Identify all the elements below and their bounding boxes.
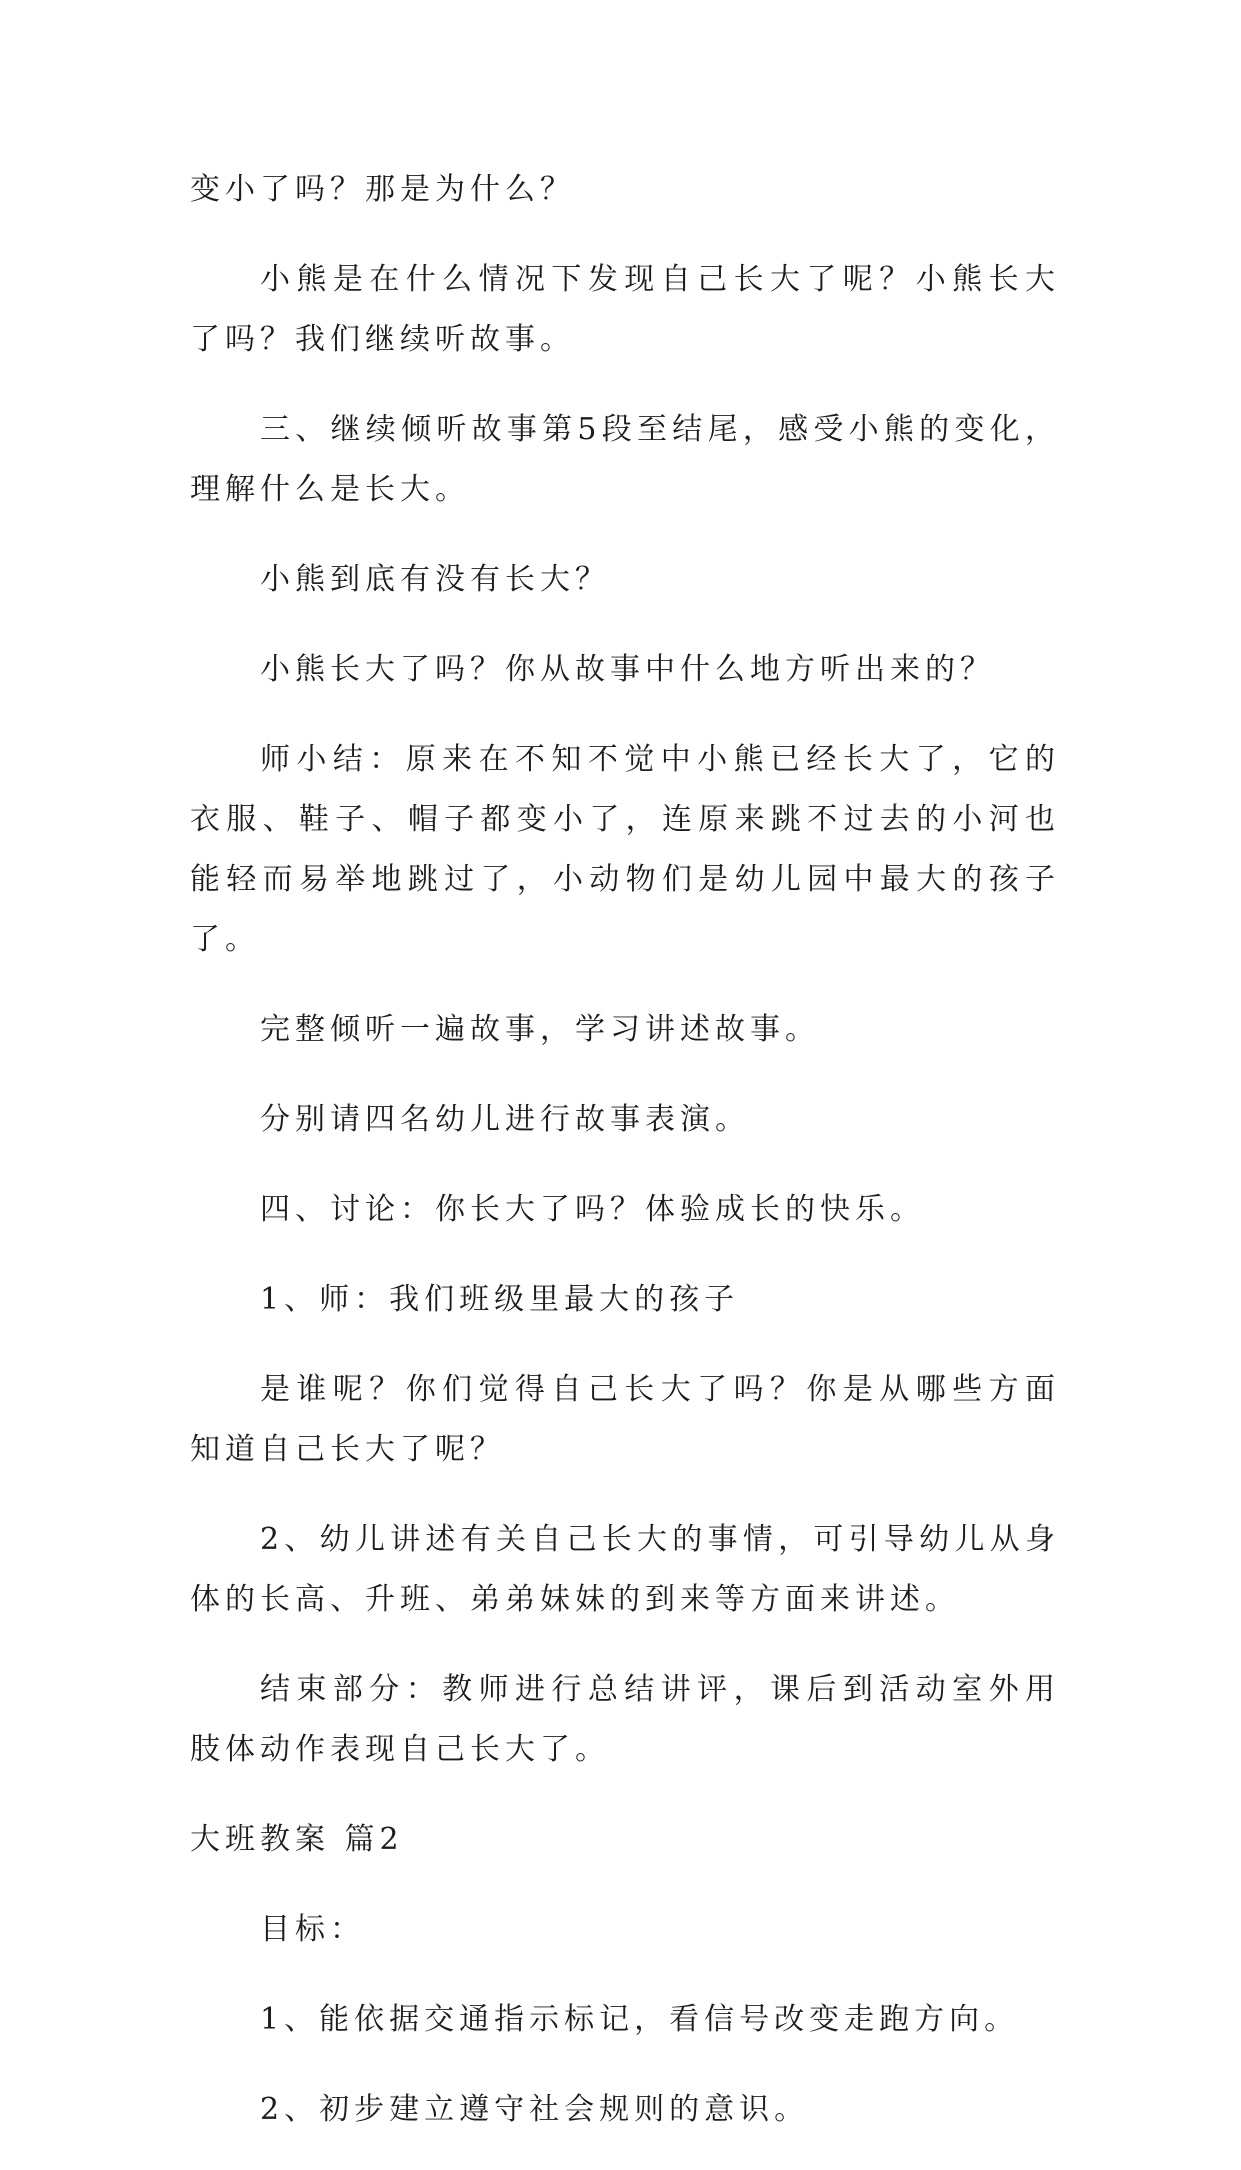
section-heading-4: 四、讨论：你长大了吗？体验成长的快乐。 xyxy=(260,1192,925,1227)
paragraph: 完整倾听一遍故事，学习讲述故事。 xyxy=(260,1012,820,1047)
list-item: 1、师：我们班级里最大的孩子 xyxy=(260,1282,740,1317)
document-page xyxy=(190,160,1060,2170)
closing-paragraph: 结束部分：教师进行总结讲评，课后到活动室外用肢体动作表现自己长大了。 xyxy=(190,1672,1060,1767)
paragraph: 小熊长大了吗？你从故事中什么地方听出来的？ xyxy=(260,652,995,687)
paragraph: 是谁呢？你们觉得自己长大了吗？你是从哪些方面知道自己长大了呢？ xyxy=(190,1372,1060,1467)
teacher-summary: 师小结：原来在不知不觉中小熊已经长大了，它的衣服、鞋子、帽子都变小了，连原来跳不过去的小河也能轻而易举地跳过了，小动物们是幼儿园中最大的孩子了。 xyxy=(190,742,1060,957)
list-item: 2、幼儿讲述有关自己长大的事情，可引导幼儿从身体的长高、升班、弟弟妹妹的到来等方面来讲述。 xyxy=(190,1522,1060,1617)
paragraph: 小熊到底有没有长大？ xyxy=(260,562,610,597)
paragraph-continuation: 变小了吗？那是为什么？ xyxy=(190,172,575,207)
list-item: 2、初步建立遵守社会规则的意识。 xyxy=(260,2092,810,2127)
paragraph: 分别请四名幼儿进行故事表演。 xyxy=(260,1102,750,1137)
lesson-title: 大班教案 篇2 xyxy=(190,1822,404,1857)
section-heading-3: 三、继续倾听故事第5段至结尾，感受小熊的变化，理解什么是长大。 xyxy=(190,412,1060,507)
list-item: 1、能依据交通指示标记，看信号改变走跑方向。 xyxy=(260,2002,1020,2037)
goals-label: 目标： xyxy=(260,1912,365,1947)
paragraph: 小熊是在什么情况下发现自己长大了呢？小熊长大了吗？我们继续听故事。 xyxy=(190,262,1060,357)
